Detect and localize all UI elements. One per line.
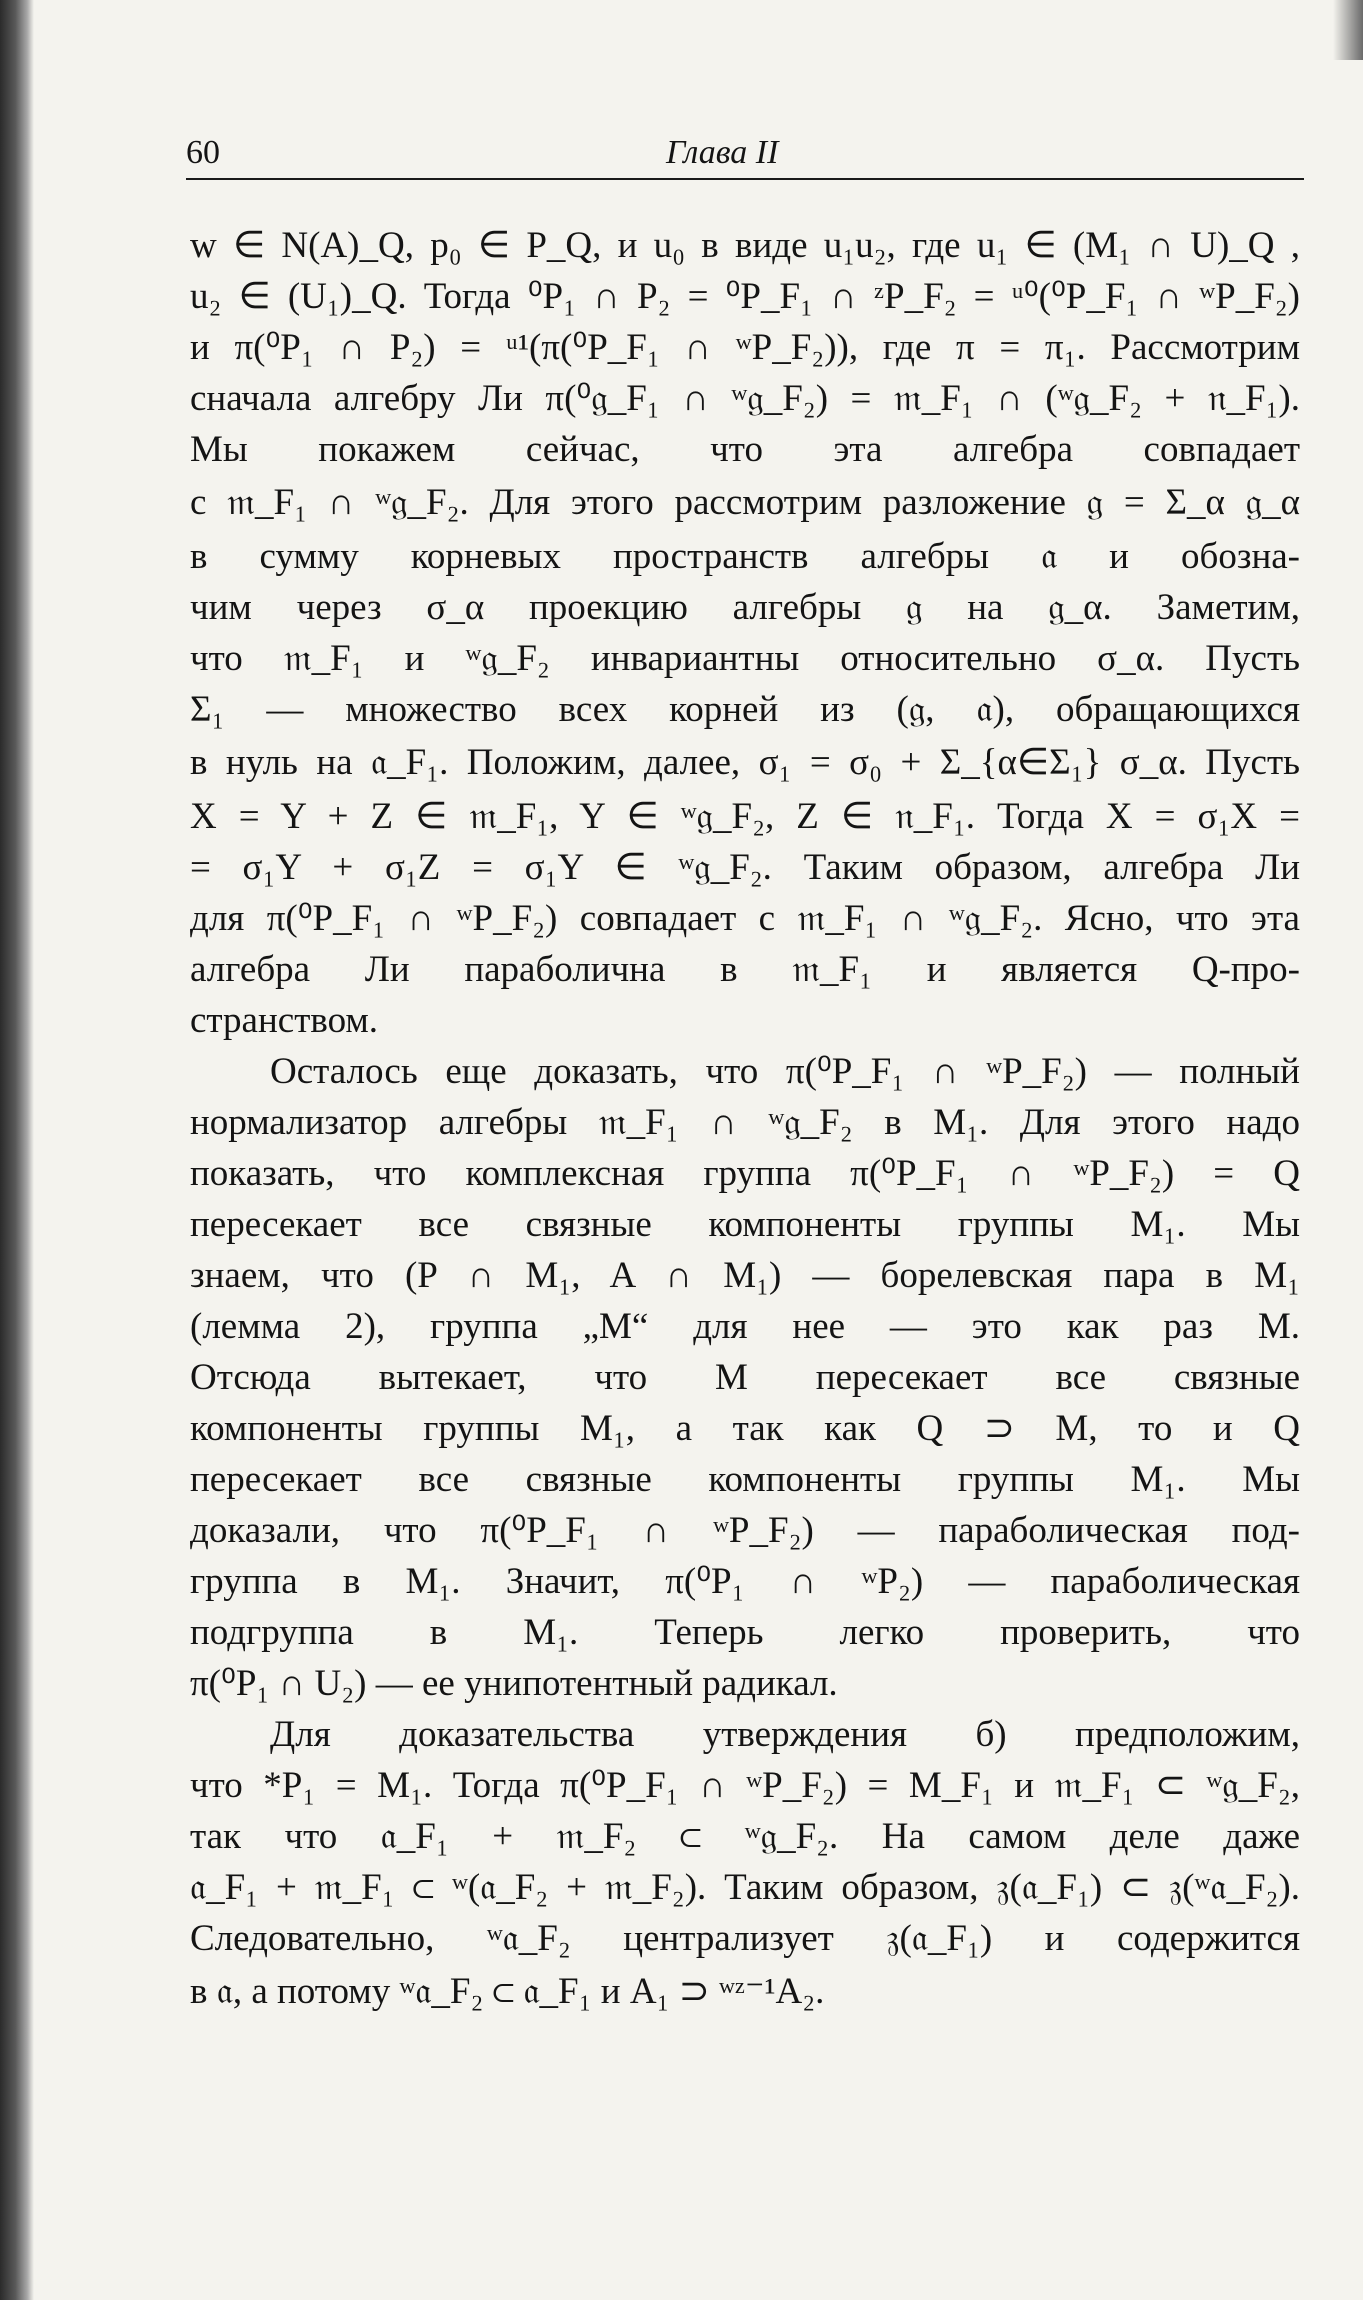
- text-line: чим через σ_α проекцию алгебры 𝔤 на 𝔤_α. Заметим,: [190, 587, 1300, 628]
- text-line: знаем, что (P ∩ M₁, A ∩ M₁) — борелевская пара в M₁: [190, 1255, 1300, 1296]
- text-line: и π(⁰P₁ ∩ P₂) = ᵘ¹(π(⁰P_F₁ ∩ ʷP_F₂)), где π = π₁. Рассмотрим: [190, 327, 1300, 368]
- text-line: компоненты группы M₁, а так как Q ⊃ M, то и Q: [190, 1408, 1300, 1449]
- text-line: Мы покажем сейчас, что эта алгебра совпадает: [190, 429, 1300, 470]
- text-line: X = Y + Z ∈ 𝔪_F₁, Y ∈ ʷ𝔤_F₂, Z ∈ 𝔫_F₁. Тогда X = σ₁X =: [190, 796, 1300, 837]
- book-spine-shadow: [0, 0, 34, 2300]
- text-line: u₂ ∈ (U₁)_Q. Тогда ⁰P₁ ∩ P₂ = ⁰P_F₁ ∩ ᶻP_F₂ = ᵘ⁰(⁰P_F₁ ∩ ʷP_F₂): [190, 276, 1300, 317]
- text-line: нормализатор алгебры 𝔪_F₁ ∩ ʷ𝔤_F₂ в M₁. Для этого надо: [190, 1102, 1300, 1143]
- text-line: странством.: [190, 1000, 379, 1041]
- text-line: = σ₁Y + σ₁Z = σ₁Y ∈ ʷ𝔤_F₂. Таким образом, алгебра Ли: [190, 847, 1300, 888]
- text-line: что 𝔪_F₁ и ʷ𝔤_F₂ инвариантны относительно σ_α. Пусть: [190, 638, 1300, 679]
- text-line: Для доказательства утверждения б) предположим,: [270, 1714, 1300, 1755]
- text-line: сначала алгебру Ли π(⁰𝔤_F₁ ∩ ʷ𝔤_F₂) = 𝔪_F₁ ∩ (ʷ𝔤_F₂ + 𝔫_F₁).: [190, 378, 1300, 419]
- text-line: π(⁰P₁ ∩ U₂) — ее унипотентный радикал.: [190, 1663, 838, 1704]
- text-line: пересекает все связные компоненты группы M₁. Мы: [190, 1459, 1300, 1500]
- text-line: показать, что комплексная группа π(⁰P_F₁ ∩ ʷP_F₂) = Q: [190, 1153, 1300, 1194]
- main-text: [190, 220, 1300, 2020]
- page-corner-shadow: [1333, 0, 1363, 60]
- text-line: w ∈ N(A)_Q, p₀ ∈ P_Q, и u₀ в виде u₁u₂, где u₁ ∈ (M₁ ∩ U)_Q ,: [190, 225, 1300, 266]
- text-line: алгебра Ли параболична в 𝔪_F₁ и является Q-про-: [190, 949, 1300, 990]
- text-line: для π(⁰P_F₁ ∩ ʷP_F₂) совпадает с 𝔪_F₁ ∩ ʷ𝔤_F₂. Ясно, что эта: [190, 898, 1300, 939]
- text-line: так что 𝔞_F₁ + 𝔪_F₂ ⊂ ʷ𝔤_F₂. На самом деле даже: [190, 1816, 1300, 1857]
- page-number: 60: [186, 134, 220, 171]
- text-line: подгруппа в M₁. Теперь легко проверить, что: [190, 1612, 1300, 1653]
- text-line: 𝔞_F₁ + 𝔪_F₁ ⊂ ʷ(𝔞_F₂ + 𝔪_F₂). Таким образом, 𝔷(𝔞_F₁) ⊂ 𝔷(ʷ𝔞_F₂).: [190, 1867, 1300, 1908]
- text-line: доказали, что π(⁰P_F₁ ∩ ʷP_F₂) — параболическая под-: [190, 1510, 1300, 1551]
- text-line: в сумму корневых пространств алгебры 𝔞 и обозна-: [190, 536, 1300, 577]
- running-head: Глава II: [666, 134, 779, 171]
- text-line: группа в M₁. Значит, π(⁰P₁ ∩ ʷP₂) — параболическая: [190, 1561, 1300, 1602]
- text-line: с 𝔪_F₁ ∩ ʷ𝔤_F₂. Для этого рассмотрим разложение 𝔤 = Σ_α 𝔤_α: [190, 482, 1300, 523]
- text-line: Осталось еще доказать, что π(⁰P_F₁ ∩ ʷP_F₂) — полный: [270, 1051, 1300, 1092]
- page-header: [186, 132, 1304, 180]
- text-line: Следовательно, ʷ𝔞_F₂ централизует 𝔷(𝔞_F₁) и содержится: [190, 1918, 1300, 1959]
- text-line: что *P₁ = M₁. Тогда π(⁰P_F₁ ∩ ʷP_F₂) = M_F₁ и 𝔪_F₁ ⊂ ʷ𝔤_F₂,: [190, 1765, 1300, 1806]
- text-line: Σ₁ — множество всех корней из (𝔤, 𝔞), обращающихся: [190, 689, 1300, 730]
- text-line: (лемма 2), группа „M“ для нее — это как раз M.: [190, 1306, 1300, 1347]
- text-line: в 𝔞, а потому ʷ𝔞_F₂ ⊂ 𝔞_F₁ и A₁ ⊃ ʷᶻ⁻¹A₂.: [190, 1971, 825, 2012]
- text-line: пересекает все связные компоненты группы M₁. Мы: [190, 1204, 1300, 1245]
- text-line: Отсюда вытекает, что M пересекает все связные: [190, 1357, 1300, 1398]
- text-line: в нуль на 𝔞_F₁. Положим, далее, σ₁ = σ₀ + Σ_{α∈Σ₁} σ_α. Пусть: [190, 742, 1300, 783]
